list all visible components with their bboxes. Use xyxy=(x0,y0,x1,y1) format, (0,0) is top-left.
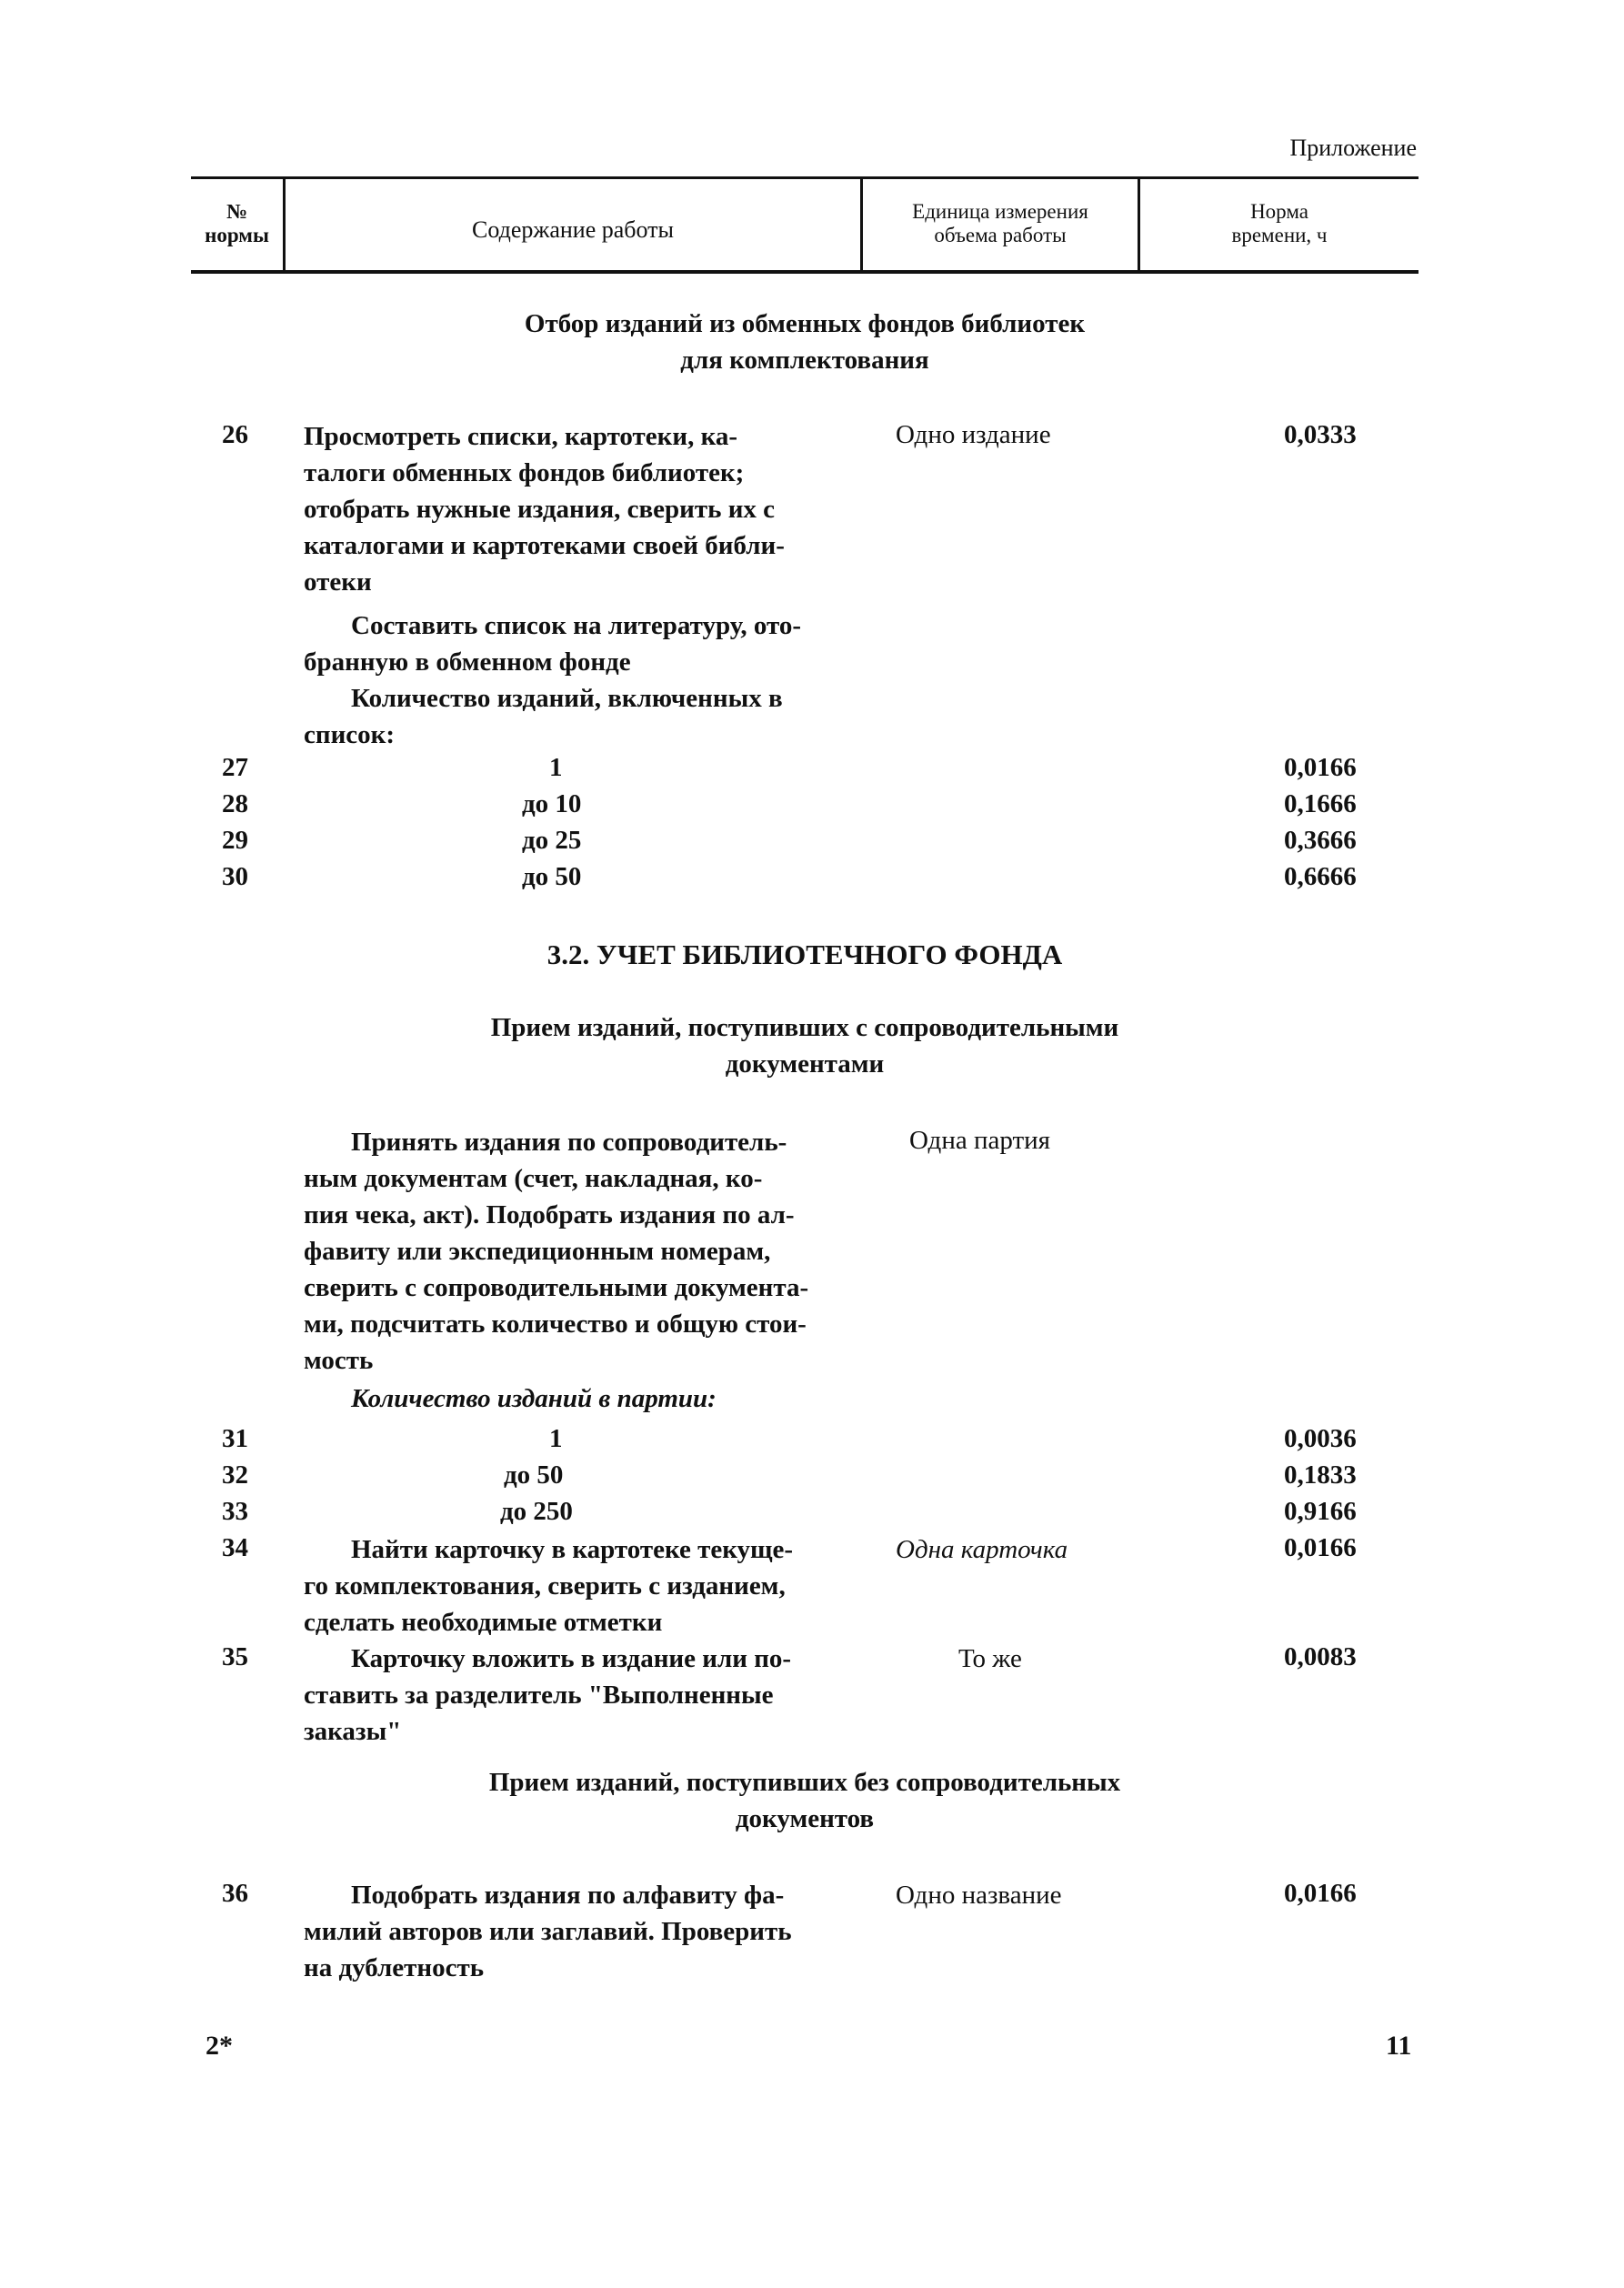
norm-value: 0,0166 xyxy=(1284,1879,1357,1908)
header-col-number: № нормы xyxy=(205,200,269,246)
norm-number: 33 xyxy=(222,1497,248,1526)
quantity: 1 xyxy=(549,1424,563,1453)
norm-text: Карточку вложить в издание или по- ставить за разделитель "Выполненные заказы" xyxy=(304,1644,792,1746)
norm-number: 31 xyxy=(222,1424,248,1453)
count-label: Количество изданий в партии: xyxy=(351,1384,717,1413)
header-top-rule xyxy=(191,176,1418,179)
norm-value: 0,1833 xyxy=(1284,1460,1357,1490)
section-title: Прием изданий, поступивших без сопроводительных документов xyxy=(488,1768,1121,1833)
section-title: Прием изданий, поступивших с сопроводительными документами xyxy=(490,1013,1119,1079)
norm-unit: Одна партия xyxy=(909,1126,1050,1155)
norm-value: 0,0166 xyxy=(1284,753,1357,782)
header-col-content: Содержание работы xyxy=(472,216,674,243)
quantity: до 50 xyxy=(504,1460,564,1490)
norm-value: 0,3666 xyxy=(1284,826,1357,855)
norm-text: Принять издания по сопроводитель- ным документам (счет, накладная, ко- пия чека, акт). Подобрать издания по ал- фавиту или экспедиционным номерам, сверить с сопроводительными документа- ми, подсчитать количество и общую стои- мость xyxy=(304,1128,809,1375)
norm-unit: То же xyxy=(958,1644,1022,1673)
annex-label: Приложение xyxy=(1289,135,1417,161)
list-instruction: Составить список на литературу, ото- бранную в обменном фонде xyxy=(304,611,802,677)
quantity: до 10 xyxy=(522,789,582,818)
norm-number: 35 xyxy=(222,1642,248,1671)
header-bottom-rule xyxy=(191,270,1418,274)
norm-value: 0,0036 xyxy=(1284,1424,1357,1453)
norm-value: 0,0333 xyxy=(1284,420,1357,449)
norm-value: 0,1666 xyxy=(1284,789,1357,818)
norm-number: 34 xyxy=(222,1533,248,1562)
norm-number: 36 xyxy=(222,1879,248,1908)
quantity: 1 xyxy=(549,753,563,782)
norm-number: 26 xyxy=(222,420,248,449)
norm-unit: Одна карточка xyxy=(896,1535,1068,1564)
norm-number: 28 xyxy=(222,789,248,818)
norm-value: 0,6666 xyxy=(1284,862,1357,891)
norm-number: 30 xyxy=(222,862,248,891)
page-number: 11 xyxy=(1386,2031,1412,2061)
norm-number: 32 xyxy=(222,1460,248,1490)
norm-unit: Одно издание xyxy=(896,420,1051,449)
norm-text: Подобрать издания по алфавиту фа- милий авторов или заглавий. Проверить на дублетность xyxy=(304,1881,792,1982)
norm-value: 0,0166 xyxy=(1284,1533,1357,1562)
norm-value: 0,9166 xyxy=(1284,1497,1357,1526)
norm-number: 29 xyxy=(222,826,248,855)
header-col-unit: Единица измерения объема работы xyxy=(912,200,1088,246)
norm-unit: Одно название xyxy=(896,1881,1062,1910)
norm-number: 27 xyxy=(222,753,248,782)
header-col-time: Норма времени, ч xyxy=(1231,200,1328,246)
quantity: до 25 xyxy=(522,826,582,855)
section-title: Отбор изданий из обменных фондов библиотек для комплектования xyxy=(524,309,1086,375)
norm-text: Найти карточку в картотеке текуще- го комплектования, сверить с изданием, сделать необходимые отметки xyxy=(304,1535,794,1637)
quantity: до 250 xyxy=(500,1497,573,1526)
norm-text: Просмотреть списки, картотеки, ка- талоги обменных фондов библиотек; отобрать нужные издания, сверить их с каталогами и картотеками своей библи- отеки xyxy=(304,422,785,597)
count-label: Количество изданий, включенных в список: xyxy=(304,684,783,749)
chapter-title: 3.2. УЧЕТ БИБЛИОТЕЧНОГО ФОНДА xyxy=(546,938,1063,970)
norm-value: 0,0083 xyxy=(1284,1642,1357,1671)
quantity: до 50 xyxy=(522,862,582,891)
signature-mark: 2* xyxy=(206,2031,233,2061)
